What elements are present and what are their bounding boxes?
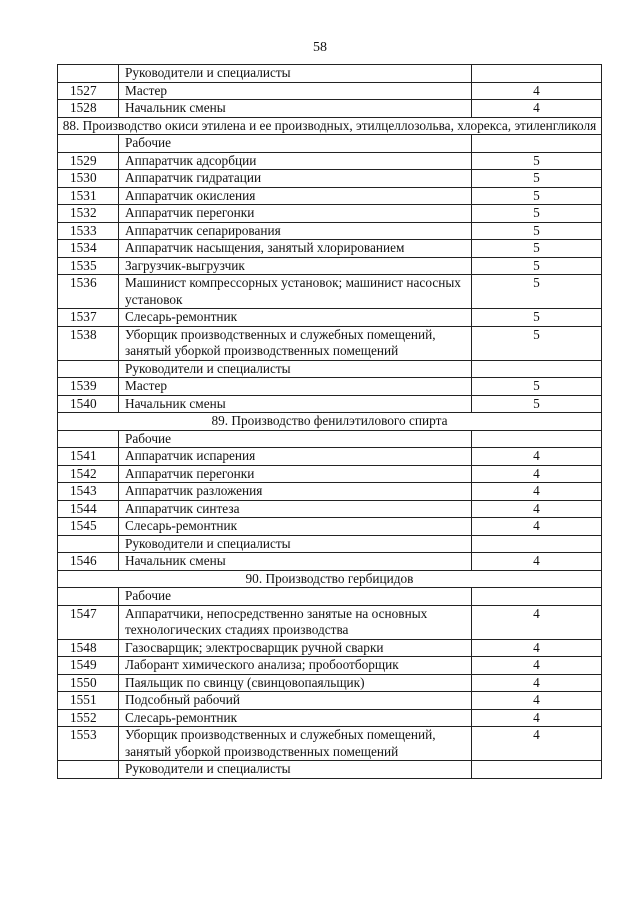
occupation-name: Слесарь-ремонтник [119,518,472,536]
section-header-row [58,117,602,135]
class-value: 4 [472,500,602,518]
empty-number-cell [58,135,119,153]
table-row [58,395,602,413]
row-number: 1540 [58,395,119,413]
classification-table [57,64,602,779]
table-body [58,65,602,779]
group-header-row [58,761,602,779]
empty-value-cell [472,135,602,153]
empty-value-cell [472,360,602,378]
page-number: 58 [313,40,327,55]
empty-value-cell [472,65,602,83]
class-value: 4 [472,82,602,100]
class-value: 4 [472,605,602,639]
occupation-name: Машинист компрессорных установок; машинист насосных установок [119,275,472,309]
table-row [58,465,602,483]
table-row [58,518,602,536]
table-row [58,187,602,205]
occupation-name: Уборщик производственных и служебных помещений, занятый уборкой производственных помещений [119,326,472,360]
occupation-name: Аппаратчик сепарирования [119,222,472,240]
table-row [58,709,602,727]
class-value: 4 [472,100,602,118]
table-row [58,152,602,170]
row-number: 1533 [58,222,119,240]
group-label: Рабочие [119,588,472,606]
group-label: Руководители и специалисты [119,535,472,553]
row-number: 1537 [58,309,119,327]
empty-value-cell [472,535,602,553]
table-row [58,553,602,571]
table-row [58,674,602,692]
row-number: 1534 [58,240,119,258]
table-row [58,100,602,118]
table-row [58,657,602,675]
table-row [58,639,602,657]
table-row [58,257,602,275]
occupation-name: Аппаратчик перегонки [119,205,472,223]
row-number: 1531 [58,187,119,205]
class-value: 4 [472,448,602,466]
table-row [58,483,602,501]
table-row [58,309,602,327]
table-row [58,82,602,100]
empty-value-cell [472,430,602,448]
row-number: 1545 [58,518,119,536]
group-label: Рабочие [119,135,472,153]
occupation-name: Начальник смены [119,553,472,571]
class-value: 4 [472,553,602,571]
occupation-name: Аппаратчик перегонки [119,465,472,483]
empty-value-cell [472,588,602,606]
class-value: 5 [472,309,602,327]
section-title: 89. Производство фенилэтилового спирта [58,413,602,431]
class-value: 4 [472,727,602,761]
class-value: 5 [472,395,602,413]
group-header-row [58,430,602,448]
occupation-name: Слесарь-ремонтник [119,709,472,727]
class-value: 4 [472,657,602,675]
class-value: 5 [472,240,602,258]
row-number: 1552 [58,709,119,727]
occupation-name: Начальник смены [119,395,472,413]
class-value: 4 [472,709,602,727]
class-value: 4 [472,483,602,501]
row-number: 1538 [58,326,119,360]
occupation-name: Лаборант химического анализа; пробоотборщик [119,657,472,675]
row-number: 1529 [58,152,119,170]
row-number: 1541 [58,448,119,466]
empty-number-cell [58,360,119,378]
occupation-name: Мастер [119,378,472,396]
table-row [58,500,602,518]
occupation-name: Аппаратчик насыщения, занятый хлорированием [119,240,472,258]
class-value: 5 [472,205,602,223]
row-number: 1548 [58,639,119,657]
group-label: Руководители и специалисты [119,360,472,378]
row-number: 1551 [58,692,119,710]
occupation-name: Аппаратчик синтеза [119,500,472,518]
class-value: 4 [472,639,602,657]
section-title: 88. Производство окиси этилена и ее производных, этилцеллозольва, хлорекса, этиленгликоля [58,117,602,135]
row-number: 1528 [58,100,119,118]
section-title: 90. Производство гербицидов [58,570,602,588]
group-header-row [58,535,602,553]
section-header-row [58,413,602,431]
row-number: 1544 [58,500,119,518]
row-number: 1539 [58,378,119,396]
occupation-name: Газосварщик; электросварщик ручной сварки [119,639,472,657]
row-number: 1532 [58,205,119,223]
occupation-name: Слесарь-ремонтник [119,309,472,327]
table-row [58,692,602,710]
group-header-row [58,65,602,83]
table-row [58,605,602,639]
table-row [58,378,602,396]
table-row [58,240,602,258]
class-value: 5 [472,170,602,188]
empty-number-cell [58,761,119,779]
group-label: Руководители и специалисты [119,761,472,779]
row-number: 1546 [58,553,119,571]
occupation-name: Аппаратчик разложения [119,483,472,501]
table-row [58,326,602,360]
table-row [58,170,602,188]
row-number: 1543 [58,483,119,501]
row-number: 1553 [58,727,119,761]
row-number: 1527 [58,82,119,100]
table-row [58,275,602,309]
row-number: 1530 [58,170,119,188]
class-value: 5 [472,222,602,240]
occupation-name: Паяльщик по свинцу (свинцовопаяльщик) [119,674,472,692]
empty-number-cell [58,535,119,553]
row-number: 1535 [58,257,119,275]
class-value: 5 [472,326,602,360]
section-header-row [58,570,602,588]
occupation-name: Аппаратчик окисления [119,187,472,205]
class-value: 5 [472,152,602,170]
empty-number-cell [58,430,119,448]
empty-number-cell [58,588,119,606]
table-row [58,727,602,761]
occupation-name: Уборщик производственных и служебных помещений, занятый уборкой производственных помещений [119,727,472,761]
occupation-name: Начальник смены [119,100,472,118]
class-value: 5 [472,257,602,275]
group-header-row [58,360,602,378]
class-value: 4 [472,465,602,483]
class-value: 5 [472,187,602,205]
class-value: 4 [472,674,602,692]
table-row [58,205,602,223]
table-row [58,448,602,466]
row-number: 1547 [58,605,119,639]
class-value: 4 [472,692,602,710]
row-number: 1549 [58,657,119,675]
class-value: 5 [472,275,602,309]
table-row [58,222,602,240]
occupation-name: Аппаратчик адсорбции [119,152,472,170]
empty-number-cell [58,65,119,83]
occupation-name: Аппаратчик испарения [119,448,472,466]
group-header-row [58,135,602,153]
group-label: Рабочие [119,430,472,448]
occupation-name: Мастер [119,82,472,100]
group-label: Руководители и специалисты [119,65,472,83]
row-number: 1550 [58,674,119,692]
row-number: 1536 [58,275,119,309]
occupation-name: Загрузчик-выгрузчик [119,257,472,275]
occupation-name: Аппаратчики, непосредственно занятые на основных технологических стадиях производства [119,605,472,639]
group-header-row [58,588,602,606]
class-value: 5 [472,378,602,396]
empty-value-cell [472,761,602,779]
occupation-name: Подсобный рабочий [119,692,472,710]
row-number: 1542 [58,465,119,483]
occupation-name: Аппаратчик гидратации [119,170,472,188]
class-value: 4 [472,518,602,536]
